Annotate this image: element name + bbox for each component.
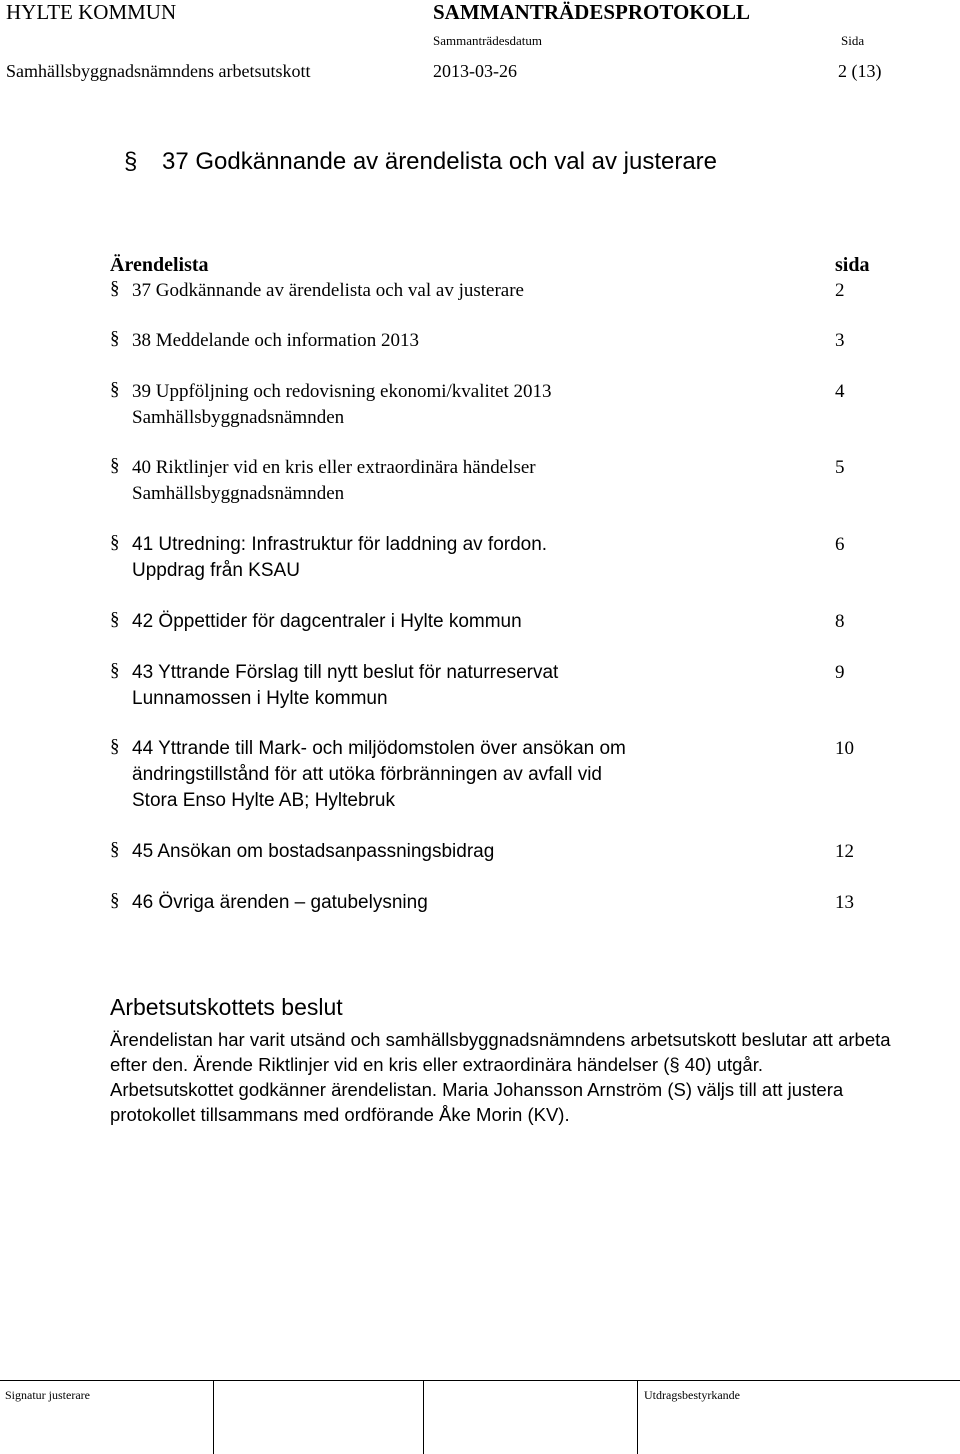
- page-number: 2 (13): [838, 61, 882, 81]
- paragraph-symbol: §: [110, 736, 120, 757]
- footer-column-divider: [637, 1380, 638, 1454]
- paragraph-symbol: §: [110, 609, 120, 630]
- section-symbol: §: [124, 148, 138, 175]
- meeting-date: 2013-03-26: [433, 61, 517, 81]
- decision-line: efter den. Ärende Riktlinjer vid en kris eller extraordinära händelser (§ 40) utgår.: [110, 1054, 763, 1075]
- footer-column-divider: [423, 1380, 424, 1454]
- signature-label: Signatur justerare: [5, 1388, 90, 1402]
- agenda-heading: Ärendelista: [110, 254, 209, 276]
- agenda-item-text: 43 Yttrande Förslag till nytt beslut för naturreservat: [132, 662, 559, 683]
- agenda-item-text: 41 Utredning: Infrastruktur för laddning av fordon.: [132, 534, 548, 555]
- agenda-item-page: 6: [835, 534, 845, 555]
- footer-column-divider: [213, 1380, 214, 1454]
- footer-divider: [0, 1380, 960, 1381]
- agenda-item-page: 9: [835, 662, 845, 683]
- agenda-item-text: 40 Riktlinjer vid en kris eller extraordinära händelser: [132, 457, 536, 478]
- meeting-date-label: Sammanträdesdatum: [433, 33, 543, 48]
- agenda-item-text: Samhällsbyggnadsnämnden: [132, 407, 345, 428]
- page-label: Sida: [841, 33, 865, 48]
- decision-text: [110, 1027, 940, 1127]
- paragraph-symbol: §: [110, 890, 120, 911]
- agenda-item-page: 3: [835, 330, 845, 351]
- agenda-item-page: 5: [835, 457, 845, 478]
- paragraph-symbol: §: [110, 328, 120, 349]
- agenda-item-page: 4: [835, 381, 845, 402]
- agenda-item-text: 42 Öppettider för dagcentraler i Hylte kommun: [132, 611, 522, 632]
- agenda-item-page: 8: [835, 611, 845, 632]
- agenda-item-text: 46 Övriga ärenden – gatubelysning: [132, 892, 428, 913]
- paragraph-symbol: §: [110, 839, 120, 860]
- org-name: HYLTE KOMMUN: [6, 0, 177, 24]
- agenda-item-text: ändringstillstånd för att utöka förbränningen av avfall vid: [132, 764, 602, 785]
- agenda-item-page: 2: [835, 280, 845, 301]
- agenda-item-text: Uppdrag från KSAU: [132, 560, 300, 581]
- agenda-item-text: 39 Uppföljning och redovisning ekonomi/kvalitet 2013: [132, 381, 552, 402]
- paragraph-symbol: §: [110, 455, 120, 476]
- agenda-item-page: 12: [835, 841, 854, 862]
- agenda-page-heading: sida: [835, 254, 870, 276]
- agenda-item-text: 44 Yttrande till Mark- och miljödomstolen över ansökan om: [132, 738, 626, 759]
- committee-name: Samhällsbyggnadsnämndens arbetsutskott: [6, 61, 311, 81]
- paragraph-symbol: §: [110, 660, 120, 681]
- signature-footer: [0, 1380, 960, 1454]
- paragraph-symbol: §: [110, 278, 120, 299]
- agenda-item-text: 37 Godkännande av ärendelista och val av justerare: [132, 280, 524, 301]
- paragraph-symbol: §: [110, 532, 120, 553]
- decision-line: protokollet tillsammans med ordförande Åke Morin (KV).: [110, 1104, 570, 1125]
- agenda-item-text: 38 Meddelande och information 2013: [132, 330, 420, 351]
- paragraph-symbol: §: [110, 379, 120, 400]
- document-type: SAMMANTRÄDESPROTOKOLL: [433, 0, 750, 24]
- decision-line: Ärendelistan har varit utsänd och samhällsbyggnadsnämndens arbetsutskott beslutar att arbeta: [110, 1029, 891, 1050]
- agenda-item-text: Lunnamossen i Hylte kommun: [132, 688, 388, 709]
- agenda-item-text: Samhällsbyggnadsnämnden: [132, 483, 345, 504]
- agenda-item-page: 10: [835, 738, 854, 759]
- section-title-text: 37 Godkännande av ärendelista och val av justerare: [162, 148, 718, 175]
- decision-heading: Arbetsutskottets beslut: [110, 994, 343, 1020]
- agenda-item-text: 45 Ansökan om bostadsanpassningsbidrag: [132, 841, 495, 862]
- decision-line: Arbetsutskottet godkänner ärendelistan. Maria Johansson Arnström (S) väljs till att justera: [110, 1079, 844, 1100]
- extract-label: Utdragsbestyrkande: [644, 1388, 740, 1402]
- agenda-item-page: 13: [835, 892, 854, 913]
- agenda-item-text: Stora Enso Hylte AB; Hyltebruk: [132, 790, 395, 811]
